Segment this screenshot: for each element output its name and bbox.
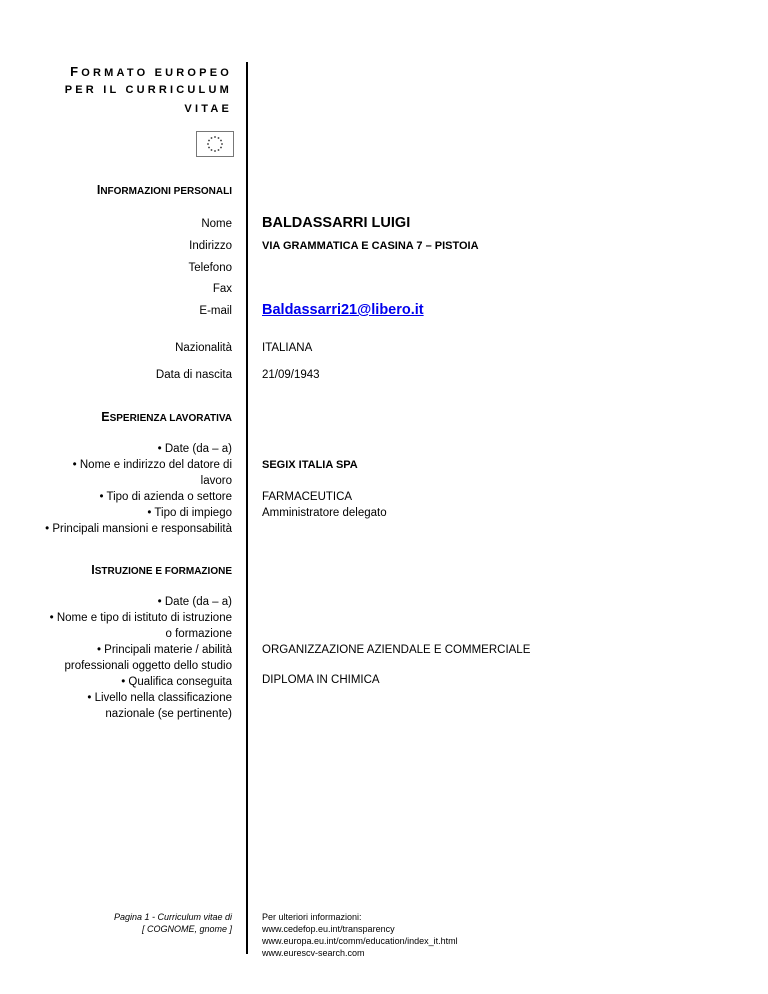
edu-subjects-label-cont: professionali oggetto dello studio	[64, 660, 232, 672]
footer-link-eurescv[interactable]: www.eurescv-search.com	[262, 948, 365, 958]
doc-title-line-2: PER IL CURRICULUM	[64, 84, 232, 96]
footer-link-europa[interactable]: www.europa.eu.int/comm/education/index_it.html	[262, 936, 458, 946]
exp-job-value: Amministratore delegato	[262, 507, 387, 519]
edu-qualification-value: DIPLOMA IN CHIMICA	[262, 674, 380, 686]
exp-employer-label: • Nome e indirizzo del datore di	[72, 459, 232, 471]
edu-institute-label-cont: o formazione	[165, 628, 232, 640]
exp-employer-value: SEGIX ITALIA SPA	[262, 459, 358, 471]
fax-label: Fax	[212, 283, 232, 295]
exp-job-label: • Tipo di impiego	[147, 507, 232, 519]
birth-date-value: 21/09/1943	[262, 369, 320, 381]
email-label: E-mail	[199, 305, 232, 317]
birth-date-label: Data di nascita	[155, 369, 232, 381]
name-value: BALDASSARRI LUIGI	[262, 215, 411, 231]
exp-dates-label: • Date (da – a)	[157, 443, 232, 455]
footer-page-line-2: [ COGNOME, gnome ]	[141, 924, 232, 934]
footer-page-info	[52, 911, 232, 935]
footer-page-line-1: Pagina 1 - Curriculum vitae di	[113, 912, 232, 922]
edu-qualification-label: • Qualifica conseguita	[121, 676, 232, 688]
exp-employer-label-cont: lavoro	[200, 475, 232, 487]
exp-duties-label: • Principali mansioni e responsabilità	[45, 523, 232, 535]
exp-sector-value: FARMACEUTICA	[262, 491, 353, 503]
exp-sector-label: • Tipo di azienda o settore	[99, 491, 232, 503]
doc-title-line-1: FORMATO EUROPEO	[70, 64, 232, 79]
address-label: Indirizzo	[189, 240, 232, 252]
edu-subjects-label: • Principali materie / abilità	[96, 644, 232, 656]
edu-level-label-cont: nazionale (se pertinente)	[105, 708, 232, 720]
section-personal-info: INFORMAZIONI PERSONALI	[96, 183, 232, 197]
footer-more-info	[262, 911, 458, 959]
footer-info-heading: Per ulteriori informazioni:	[262, 912, 362, 922]
nationality-value: ITALIANA	[262, 342, 313, 354]
edu-level-label: • Livello nella classificazione	[87, 692, 232, 704]
nationality-label: Nazionalità	[175, 342, 232, 354]
eu-flag-icon	[196, 131, 234, 157]
edu-institute-label: • Nome e tipo di istituto di istruzione	[49, 612, 232, 624]
column-divider	[246, 62, 248, 954]
name-label: Nome	[201, 218, 232, 230]
edu-dates-label: • Date (da – a)	[157, 596, 232, 608]
doc-title-line-3: VITAE	[184, 103, 232, 115]
edu-subjects-value: ORGANIZZAZIONE AZIENDALE E COMMERCIALE	[262, 644, 531, 656]
footer-link-cedefop[interactable]: www.cedefop.eu.int/transparency	[262, 924, 395, 934]
section-work-experience: ESPERIENZA LAVORATIVA	[101, 410, 232, 424]
phone-label: Telefono	[188, 262, 232, 274]
address-value: VIA GRAMMATICA E CASINA 7 – PISTOIA	[262, 240, 479, 252]
email-link[interactable]: Baldassarri21@libero.it	[262, 302, 424, 318]
section-education: ISTRUZIONE E FORMAZIONE	[91, 563, 232, 577]
